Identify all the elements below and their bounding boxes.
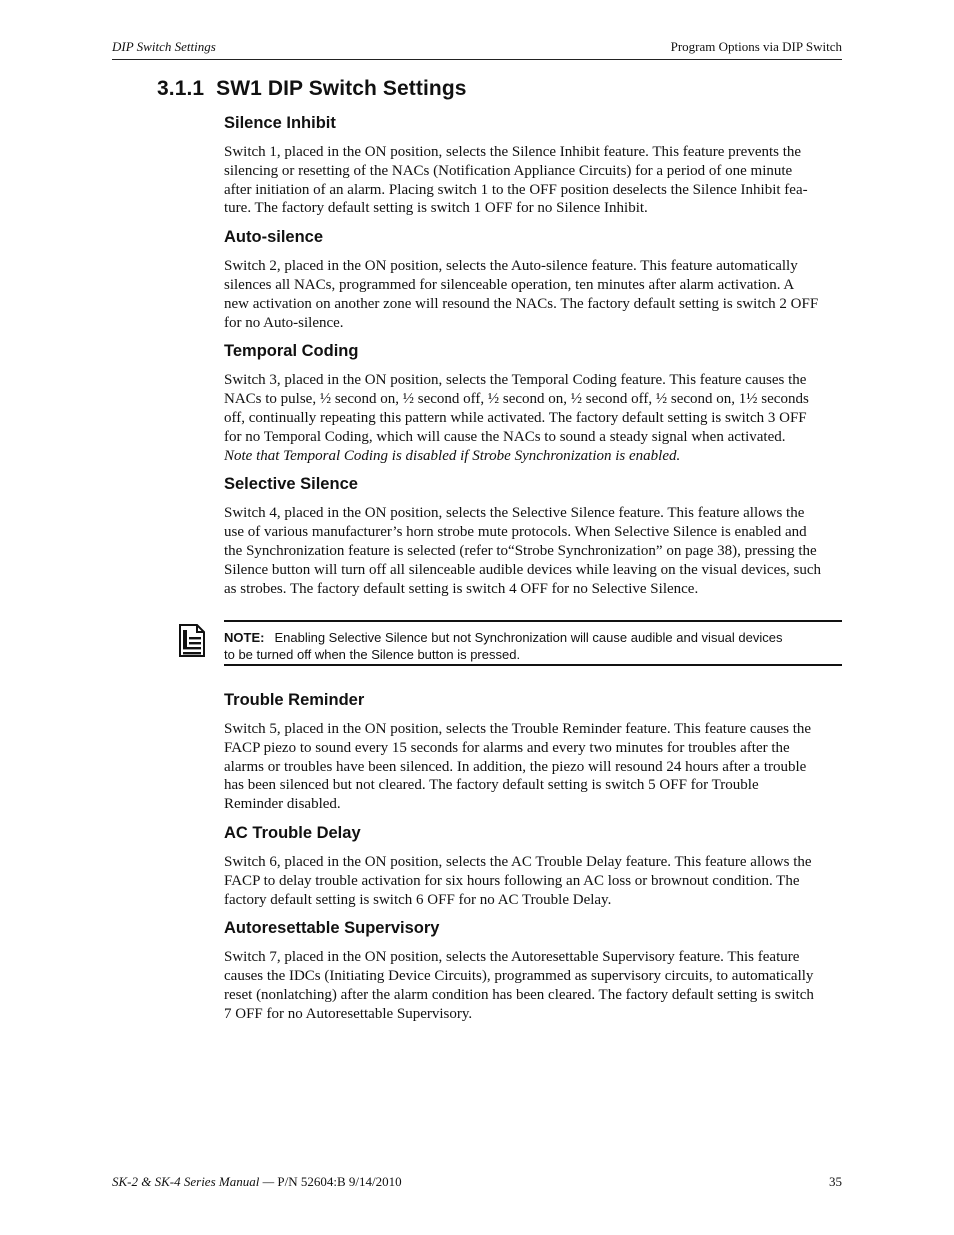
note-label: NOTE:: [224, 630, 265, 645]
section-title-text: SW1 DIP Switch Settings: [216, 77, 467, 100]
text-line: for no Auto-silence.: [224, 314, 344, 331]
text-line: causes the IDCs (Initiating Device Circuits), programmed as supervisory circuits, to automatically: [224, 968, 814, 985]
content-upper: [224, 113, 842, 598]
note-line: to be turned off when the Silence button is pressed.: [224, 647, 521, 662]
text-line: after initiation of an alarm. Placing switch 1 to the OFF position deselects the Silence Inhibit fea-: [224, 181, 808, 198]
paragraph-silence-inhibit: [224, 143, 842, 218]
note-line: Enabling Selective Silence but not Synchronization will cause audible and visual devices: [274, 630, 783, 645]
paragraph-selective-silence: [224, 504, 842, 598]
text-line: new activation on another zone will resound the NACs. The factory default setting is switch 2 OFF: [224, 295, 819, 312]
note-callout: [172, 620, 842, 668]
text-line: for no Temporal Coding, which will cause the NACs to sound a steady signal when activated.: [224, 428, 786, 445]
text-line: Switch 2, placed in the ON position, selects the Auto-silence feature. This feature automatically: [224, 258, 798, 275]
italic-note: Note that Temporal Coding is disabled if Strobe Synchronization is enabled.: [224, 447, 681, 464]
text-line: use of various manufacturer’s horn strobe mute protocols. When Selective Silence is enabled and: [224, 524, 807, 541]
heading-trouble-reminder: Trouble Reminder: [224, 691, 365, 709]
heading-ac-trouble-delay: AC Trouble Delay: [224, 823, 361, 842]
page-header: [112, 37, 842, 60]
note-icon: [179, 624, 205, 657]
text-line: the Synchronization feature is selected (refer to“Strobe Synchronization” on page 38), pressing the: [224, 542, 817, 559]
text-line: Switch 1, placed in the ON position, selects the Silence Inhibit feature. This feature prevents the: [224, 144, 802, 160]
note-text: [224, 620, 842, 666]
section-number: 3.1.1: [157, 77, 205, 100]
heading-silence-inhibit: Silence Inhibit: [224, 114, 336, 132]
footer-document-info: [112, 1174, 402, 1190]
paragraph-auto-silence: [224, 257, 842, 332]
paragraph-trouble-reminder: [224, 720, 842, 814]
text-line: FACP piezo to sound every 15 seconds for alarms and every two minutes for troubles after the: [224, 739, 790, 756]
text-line: reset (nonlatching) after the alarm condition has been cleared. The factory default setting is switch: [224, 986, 814, 1003]
footer-manual-title: SK-2 & SK-4 Series Manual —: [112, 1174, 275, 1189]
text-line: silences all NACs, programmed for silenceable operation, ten minutes after alarm activation. A: [224, 276, 795, 293]
text-line: Switch 3, placed in the ON position, selects the Temporal Coding feature. This feature causes the: [224, 372, 807, 389]
footer-part-number: P/N 52604:B 9/14/2010: [274, 1174, 402, 1189]
text-line: FACP to delay trouble activation for six hours following an AC loss or brownout condition. The: [224, 872, 800, 889]
paragraph-temporal-coding: [224, 371, 842, 465]
text-line: alarms or troubles have been silenced. In addition, the piezo will resound 24 hours after a trouble: [224, 758, 807, 775]
heading-auto-silence: Auto-silence: [224, 228, 324, 247]
paragraph-ac-trouble-delay: [224, 853, 842, 909]
text-line: Silence button will turn off all silenceable audible devices while leaving on the visual devices, such: [224, 561, 822, 578]
text-line: Reminder disabled.: [224, 796, 341, 813]
header-chapter: DIP Switch Settings: [112, 39, 216, 54]
text-line: Switch 5, placed in the ON position, selects the Trouble Reminder feature. This feature causes the: [224, 721, 812, 737]
text-line: off, continually repeating this pattern while activated. The factory default setting is switch 3 OFF: [224, 409, 807, 426]
text-line: NACs to pulse, ½ second on, ½ second off, ½ second on, ½ second off, ½ second on, 1½ seconds: [224, 391, 809, 408]
text-line: factory default setting is switch 6 OFF for no AC Trouble Delay.: [224, 891, 612, 908]
section-title: [157, 77, 467, 101]
paragraph-autoresettable-supervisory: [224, 948, 842, 1023]
text-line: ture. The factory default setting is switch 1 OFF for no Silence Inhibit.: [224, 200, 648, 217]
text-line: 7 OFF for no Autoresettable Supervisory.: [224, 1005, 473, 1022]
text-line: Switch 6, placed in the ON position, selects the AC Trouble Delay feature. This feature allows the: [224, 853, 812, 870]
heading-selective-silence: Selective Silence: [224, 475, 358, 494]
note-line-1: [224, 629, 842, 646]
header-section: Program Options via DIP Switch: [670, 39, 842, 54]
heading-temporal-coding: Temporal Coding: [224, 342, 359, 361]
text-line: Switch 7, placed in the ON position, selects the Autoresettable Supervisory feature. This feature: [224, 949, 800, 966]
heading-autoresettable-supervisory: Autoresettable Supervisory: [224, 919, 440, 938]
text-line: silencing or resetting of the NACs (Notification Appliance Circuits) for a period of one minute: [224, 162, 793, 179]
content-lower: [224, 690, 842, 1024]
text-line: has been silenced but not cleared. The factory default setting is switch 5 OFF for Trouble: [224, 777, 759, 794]
text-line: Switch 4, placed in the ON position, selects the Selective Silence feature. This feature allows the: [224, 505, 805, 522]
page-number: 35: [829, 1174, 842, 1189]
text-line: as strobes. The factory default setting is switch 4 OFF for no Selective Silence.: [224, 580, 699, 597]
